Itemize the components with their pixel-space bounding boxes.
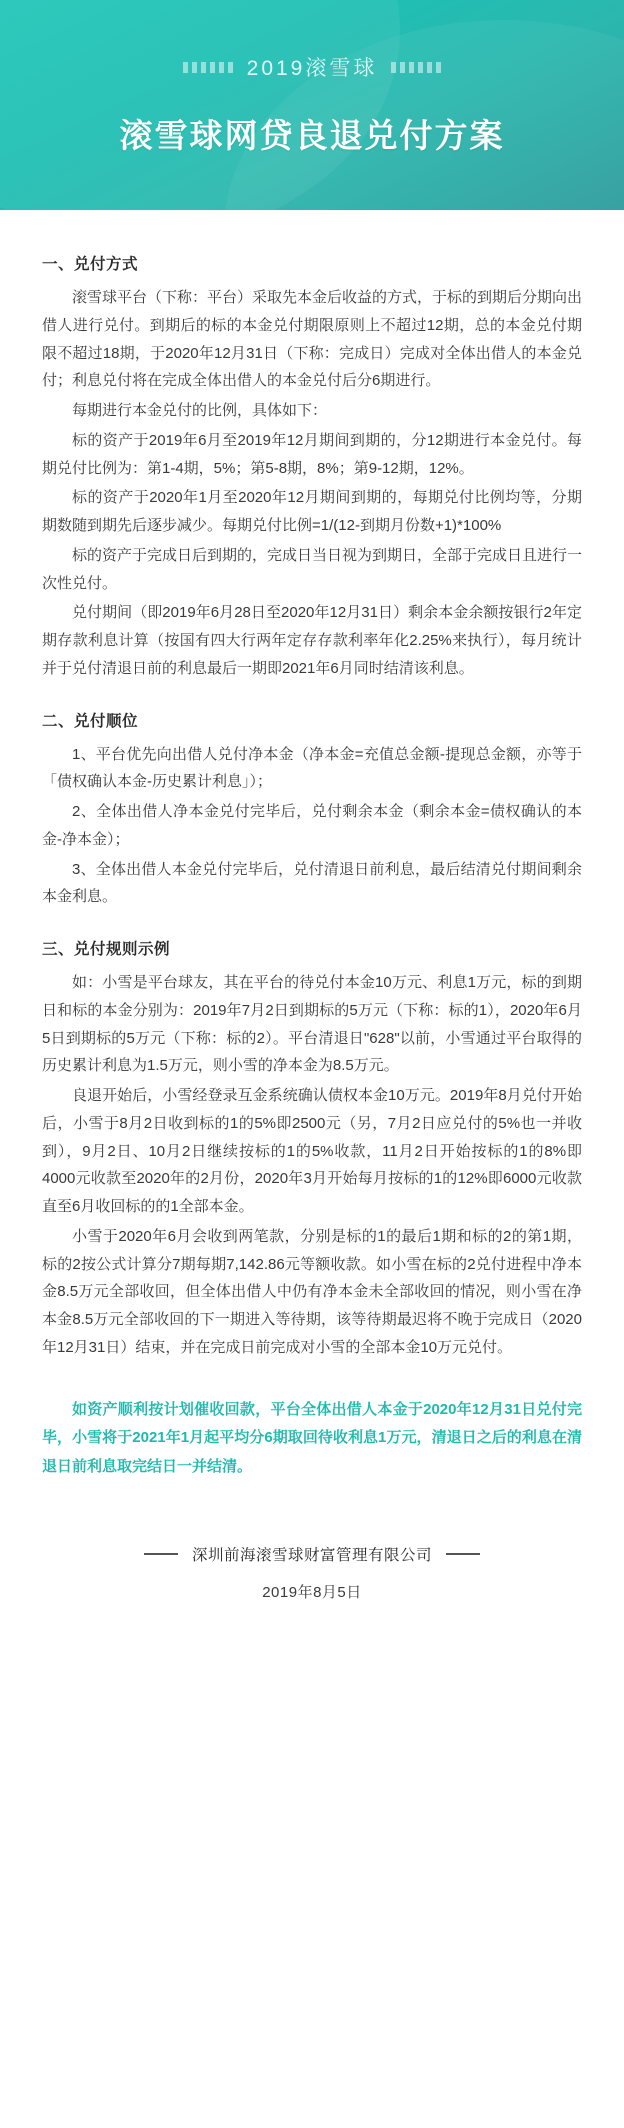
document-date: 2019年8月5日 bbox=[262, 1584, 362, 1601]
section-title: 二、兑付顺位 bbox=[42, 712, 139, 730]
section-payment-rule-example bbox=[42, 937, 582, 1362]
paragraph: 3、全体出借人本金兑付完毕后，兑付清退日前利息，最后结清兑付期间剩余本金利息。 bbox=[42, 860, 582, 906]
paragraph: 2、全体出借人净本金兑付完毕后，兑付剩余本金（剩余本金=债权确认的本金-净本金）； bbox=[42, 803, 582, 848]
document-header-banner bbox=[0, 0, 624, 210]
page-title: 滚雪球网贷良退兑付方案 bbox=[119, 117, 505, 154]
dots-decoration-icon-right bbox=[391, 62, 441, 73]
section-title: 三、兑付规则示例 bbox=[42, 941, 171, 958]
dots-decoration-icon-left bbox=[183, 62, 233, 73]
document-body bbox=[0, 210, 624, 1497]
company-signature-row bbox=[0, 1543, 624, 1565]
paragraph: 1、平台优先向出借人兑付净本金（净本金=充值总金额-提现总金额，亦等于「债权确认本金-历史累计利息」）； bbox=[42, 745, 582, 791]
paragraph: 兑付期间（即2019年6月28日至2020年12月31日）剩余本金余额按银行2年定期存款利息计算（按国有四大行两年定存存款利率年化2.25%来执行），每月统计并于兑付清退日前的利息最后一期即2021年6月同时结清该利息。 bbox=[42, 604, 582, 677]
header-eyebrow: 2019滚雪球 bbox=[246, 57, 378, 80]
paragraph: 标的资产于2020年1月至2020年12月期间到期的，每期兑付比例均等，分期期数随到期先后逐步减少。每期兑付比例=1/(12-到期月份数+1)*100% bbox=[42, 489, 582, 534]
section-payment-method bbox=[42, 252, 582, 683]
paragraph: 小雪于2020年6月会收到两笔款，分别是标的1的最后1期和标的2的第1期，标的2按公式计算分7期每期7,142.86元等额收款。如小雪在标的2兑付进程中净本金8.5万元全部收回，但全体出借人中仍有净本金未全部收回的情况，则小雪在净本金8.5万元全部收回的下一期进入等待期，该等待期最迟将不晚于完成日（2020年12月31日）结束，并在完成日前完成对小雪的全部本金10万元兑付。 bbox=[42, 1227, 582, 1356]
paragraph: 标的资产于完成日后到期的，完成日当日视为到期日，全部于完成日且进行一次性兑付。 bbox=[42, 546, 583, 592]
company-name: 深圳前海滚雪球财富管理有限公司 bbox=[191, 1547, 432, 1564]
highlight-text: 如资产顺利按计划催收回款，平台全体出借人本金于2020年12月31日兑付完毕，小雪将于2021年1月起平均分6期取回待收利息1万元，清退日之后的利息在清退日前利息取完结日一并结清。 bbox=[42, 1400, 582, 1475]
paragraph: 滚雪球平台（下称：平台）采取先本金后收益的方式，于标的到期后分期向出借人进行兑付。到期后的标的本金兑付期限原则上不超过12期，总的本金兑付期限不超过18期，于2020年12月31日（下称：完成日）完成对全体出借人的本金兑付；利息兑付将在完成全体出借人的本金兑付后分6期进行。 bbox=[42, 289, 583, 390]
paragraph: 如：小雪是平台球友，其在平台的待兑付本金10万元、利息1万元，标的到期日和标的本金分别为：2019年7月2日到期标的5万元（下称：标的1），2020年6月5日到期标的5万元（下称：标的2）。平台清退日"628"以前，小雪通过平台取得的历史累计利息为1.5万元，则小雪的净本金为8.5万元。 bbox=[42, 974, 582, 1075]
divider-line-left bbox=[144, 1553, 178, 1555]
paragraph: 良退开始后，小雪经登录互金系统确认债权本金10万元。2019年8月兑付开始后，小雪于8月2日收到标的1的5%即2500元（另，7月2日应兑付的5%也一并收到），9月2日、10月2日继续按标的1的5%收款，11月2日开始按标的1的8%即4000元收款至2020年的2月份，2020年3月开始每月按标的1的12%即6000元收款直至6月收回标的的1全部本金。 bbox=[42, 1087, 582, 1215]
highlight-note bbox=[42, 1396, 582, 1482]
section-payment-order bbox=[42, 709, 582, 912]
document-footer bbox=[0, 1497, 624, 1636]
section-title: 一、兑付方式 bbox=[42, 256, 139, 273]
header-eyebrow-row bbox=[0, 52, 624, 82]
paragraph: 标的资产于2019年6月至2019年12月期间到期的，分12期进行本金兑付。每期兑付比例为：第1-4期，5%；第5-8期，8%；第9-12期，12%。 bbox=[42, 431, 582, 477]
paragraph: 每期进行本金兑付的比例，具体如下： bbox=[72, 402, 328, 419]
divider-line-right bbox=[446, 1553, 480, 1555]
